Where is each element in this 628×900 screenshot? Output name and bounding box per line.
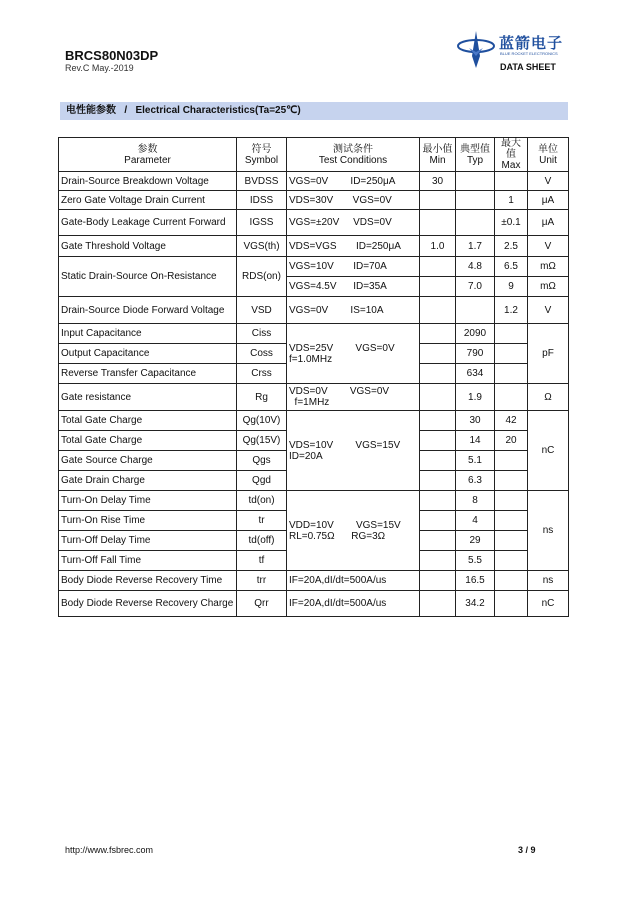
symbol-cell: Qgd	[237, 471, 287, 491]
table-row	[59, 324, 569, 344]
max-cell: ±0.1	[495, 210, 528, 236]
cond-cell: VDS=0V VGS=0V f=1MHz	[287, 384, 420, 411]
typ-cell: 634	[456, 364, 495, 384]
typ-cell: 16.5	[456, 571, 495, 591]
doc-type: DATA SHEET	[500, 62, 556, 72]
unit-cell: μA	[528, 191, 569, 210]
param-cell: Turn-Off Delay Time	[59, 531, 237, 551]
typ-cell: 7.0	[456, 277, 495, 297]
typ-cell: 5.1	[456, 451, 495, 471]
typ-cell: 4.8	[456, 257, 495, 277]
symbol-cell: IGSS	[237, 210, 287, 236]
table-header-row	[59, 138, 569, 172]
header-conditions: 测试条件 Test Conditions	[287, 138, 420, 172]
unit-cell: nC	[528, 411, 569, 491]
symbol-cell: Qg(10V)	[237, 411, 287, 431]
max-cell	[495, 344, 528, 364]
cond-cell: VDS=VGS ID=250μA	[287, 236, 420, 257]
param-cell: Drain-Source Breakdown Voltage	[59, 172, 237, 191]
logo-chinese-name: 蓝箭电子	[499, 35, 564, 52]
table-row	[59, 571, 569, 591]
max-cell	[495, 324, 528, 344]
min-cell	[420, 511, 456, 531]
cond-cell: VGS=±20V VDS=0V	[287, 210, 420, 236]
header-max: 最大值 Max	[495, 138, 528, 172]
param-cell: Total Gate Charge	[59, 411, 237, 431]
max-cell: 42	[495, 411, 528, 431]
unit-cell: V	[528, 172, 569, 191]
max-cell	[495, 491, 528, 511]
symbol-cell: VSD	[237, 297, 287, 324]
max-cell	[495, 364, 528, 384]
typ-cell: 790	[456, 344, 495, 364]
param-cell: Static Drain-Source On-Resistance	[59, 257, 237, 297]
table-row	[59, 591, 569, 617]
unit-cell: μA	[528, 210, 569, 236]
unit-cell: ns	[528, 491, 569, 571]
symbol-cell: Coss	[237, 344, 287, 364]
cond-cell: VGS=0V IS=10A	[287, 297, 420, 324]
max-cell	[495, 551, 528, 571]
unit-cell: Ω	[528, 384, 569, 411]
table-row	[59, 191, 569, 210]
cond-cell: VDD=10V VGS=15V RL=0.75Ω RG=3Ω	[287, 491, 420, 571]
symbol-cell: BVDSS	[237, 172, 287, 191]
min-cell	[420, 324, 456, 344]
max-cell: 9	[495, 277, 528, 297]
symbol-cell: Qgs	[237, 451, 287, 471]
electrical-characteristics-table	[58, 137, 569, 617]
min-cell	[420, 431, 456, 451]
min-cell: 30	[420, 172, 456, 191]
symbol-cell: td(on)	[237, 491, 287, 511]
table-row	[59, 297, 569, 324]
typ-cell: 29	[456, 531, 495, 551]
rocket-logo-icon	[455, 30, 497, 70]
max-cell	[495, 591, 528, 617]
typ-cell: 34.2	[456, 591, 495, 617]
param-cell: Turn-On Delay Time	[59, 491, 237, 511]
param-cell: Turn-On Rise Time	[59, 511, 237, 531]
param-cell: Gate-Body Leakage Current Forward	[59, 210, 237, 236]
symbol-cell: trr	[237, 571, 287, 591]
min-cell	[420, 451, 456, 471]
param-cell: Input Capacitance	[59, 324, 237, 344]
typ-cell: 4	[456, 511, 495, 531]
min-cell	[420, 411, 456, 431]
typ-cell: 5.5	[456, 551, 495, 571]
min-cell	[420, 364, 456, 384]
typ-cell: 14	[456, 431, 495, 451]
header-symbol: 符号 Symbol	[237, 138, 287, 172]
cond-cell: VDS=25V VGS=0V f=1.0MHz	[287, 324, 420, 384]
unit-cell: mΩ	[528, 277, 569, 297]
min-cell	[420, 297, 456, 324]
header-parameter: 参数 Parameter	[59, 138, 237, 172]
table-row	[59, 210, 569, 236]
symbol-cell: tr	[237, 511, 287, 531]
max-cell: 2.5	[495, 236, 528, 257]
typ-cell	[456, 191, 495, 210]
symbol-cell: tf	[237, 551, 287, 571]
table-row	[59, 236, 569, 257]
footer-url-link[interactable]: http://www.fsbrec.com	[65, 845, 154, 855]
unit-cell: nC	[528, 591, 569, 617]
table-row	[59, 172, 569, 191]
typ-cell: 2090	[456, 324, 495, 344]
revision: Rev.C May.-2019	[65, 63, 134, 73]
param-cell: Gate Threshold Voltage	[59, 236, 237, 257]
typ-cell: 1.9	[456, 384, 495, 411]
page-number: 3 / 9	[518, 845, 536, 855]
typ-cell: 30	[456, 411, 495, 431]
symbol-cell: Ciss	[237, 324, 287, 344]
header-typ: 典型值 Typ	[456, 138, 495, 172]
max-cell	[495, 451, 528, 471]
cond-cell: VDS=30V VGS=0V	[287, 191, 420, 210]
unit-cell: pF	[528, 324, 569, 384]
max-cell	[495, 172, 528, 191]
min-cell	[420, 384, 456, 411]
unit-cell: V	[528, 297, 569, 324]
max-cell: 1.2	[495, 297, 528, 324]
max-cell	[495, 531, 528, 551]
typ-cell: 6.3	[456, 471, 495, 491]
table-row	[59, 257, 569, 277]
param-cell: Total Gate Charge	[59, 431, 237, 451]
param-cell: Zero Gate Voltage Drain Current	[59, 191, 237, 210]
max-cell	[495, 384, 528, 411]
unit-cell: mΩ	[528, 257, 569, 277]
section-title: 电性能参数 / Electrical Characteristics(Ta=25℃)	[66, 105, 301, 116]
part-number: BRCS80N03DP	[65, 48, 159, 63]
symbol-cell: td(off)	[237, 531, 287, 551]
param-cell: Output Capacitance	[59, 344, 237, 364]
symbol-cell: Qg(15V)	[237, 431, 287, 451]
symbol-cell: Rg	[237, 384, 287, 411]
min-cell	[420, 591, 456, 617]
min-cell	[420, 257, 456, 277]
min-cell	[420, 191, 456, 210]
max-cell: 6.5	[495, 257, 528, 277]
unit-cell: V	[528, 236, 569, 257]
max-cell	[495, 571, 528, 591]
typ-cell	[456, 210, 495, 236]
param-cell: Body Diode Reverse Recovery Charge	[59, 591, 237, 617]
cond-cell: IF=20A,dI/dt=500A/us	[287, 591, 420, 617]
header-min: 最小值 Min	[420, 138, 456, 172]
unit-cell: ns	[528, 571, 569, 591]
typ-cell: 1.7	[456, 236, 495, 257]
min-cell: 1.0	[420, 236, 456, 257]
min-cell	[420, 571, 456, 591]
param-cell: Reverse Transfer Capacitance	[59, 364, 237, 384]
min-cell	[420, 471, 456, 491]
param-cell: Gate Source Charge	[59, 451, 237, 471]
param-cell: Gate Drain Charge	[59, 471, 237, 491]
cond-cell: VGS=10V ID=70A	[287, 257, 420, 277]
param-cell: Drain-Source Diode Forward Voltage	[59, 297, 237, 324]
cond-cell: VGS=4.5V ID=35A	[287, 277, 420, 297]
cond-cell: IF=20A,dI/dt=500A/us	[287, 571, 420, 591]
param-cell: Turn-Off Fall Time	[59, 551, 237, 571]
logo-english-name: BLUE ROCKET ELECTRONICS	[500, 51, 558, 56]
typ-cell	[456, 172, 495, 191]
min-cell	[420, 491, 456, 511]
table-row	[59, 384, 569, 411]
table-row	[59, 411, 569, 431]
symbol-cell: VGS(th)	[237, 236, 287, 257]
min-cell	[420, 531, 456, 551]
section-banner	[60, 102, 568, 120]
header-unit: 单位 Unit	[528, 138, 569, 172]
max-cell	[495, 471, 528, 491]
param-cell: Body Diode Reverse Recovery Time	[59, 571, 237, 591]
symbol-cell: Qrr	[237, 591, 287, 617]
min-cell	[420, 210, 456, 236]
max-cell: 1	[495, 191, 528, 210]
param-cell: Gate resistance	[59, 384, 237, 411]
cond-cell: VGS=0V ID=250μA	[287, 172, 420, 191]
min-cell	[420, 277, 456, 297]
symbol-cell: IDSS	[237, 191, 287, 210]
min-cell	[420, 551, 456, 571]
min-cell	[420, 344, 456, 364]
typ-cell	[456, 297, 495, 324]
max-cell: 20	[495, 431, 528, 451]
max-cell	[495, 511, 528, 531]
typ-cell: 8	[456, 491, 495, 511]
table-row	[59, 491, 569, 511]
symbol-cell: RDS(on)	[237, 257, 287, 297]
symbol-cell: Crss	[237, 364, 287, 384]
cond-cell: VDS=10V VGS=15V ID=20A	[287, 411, 420, 491]
